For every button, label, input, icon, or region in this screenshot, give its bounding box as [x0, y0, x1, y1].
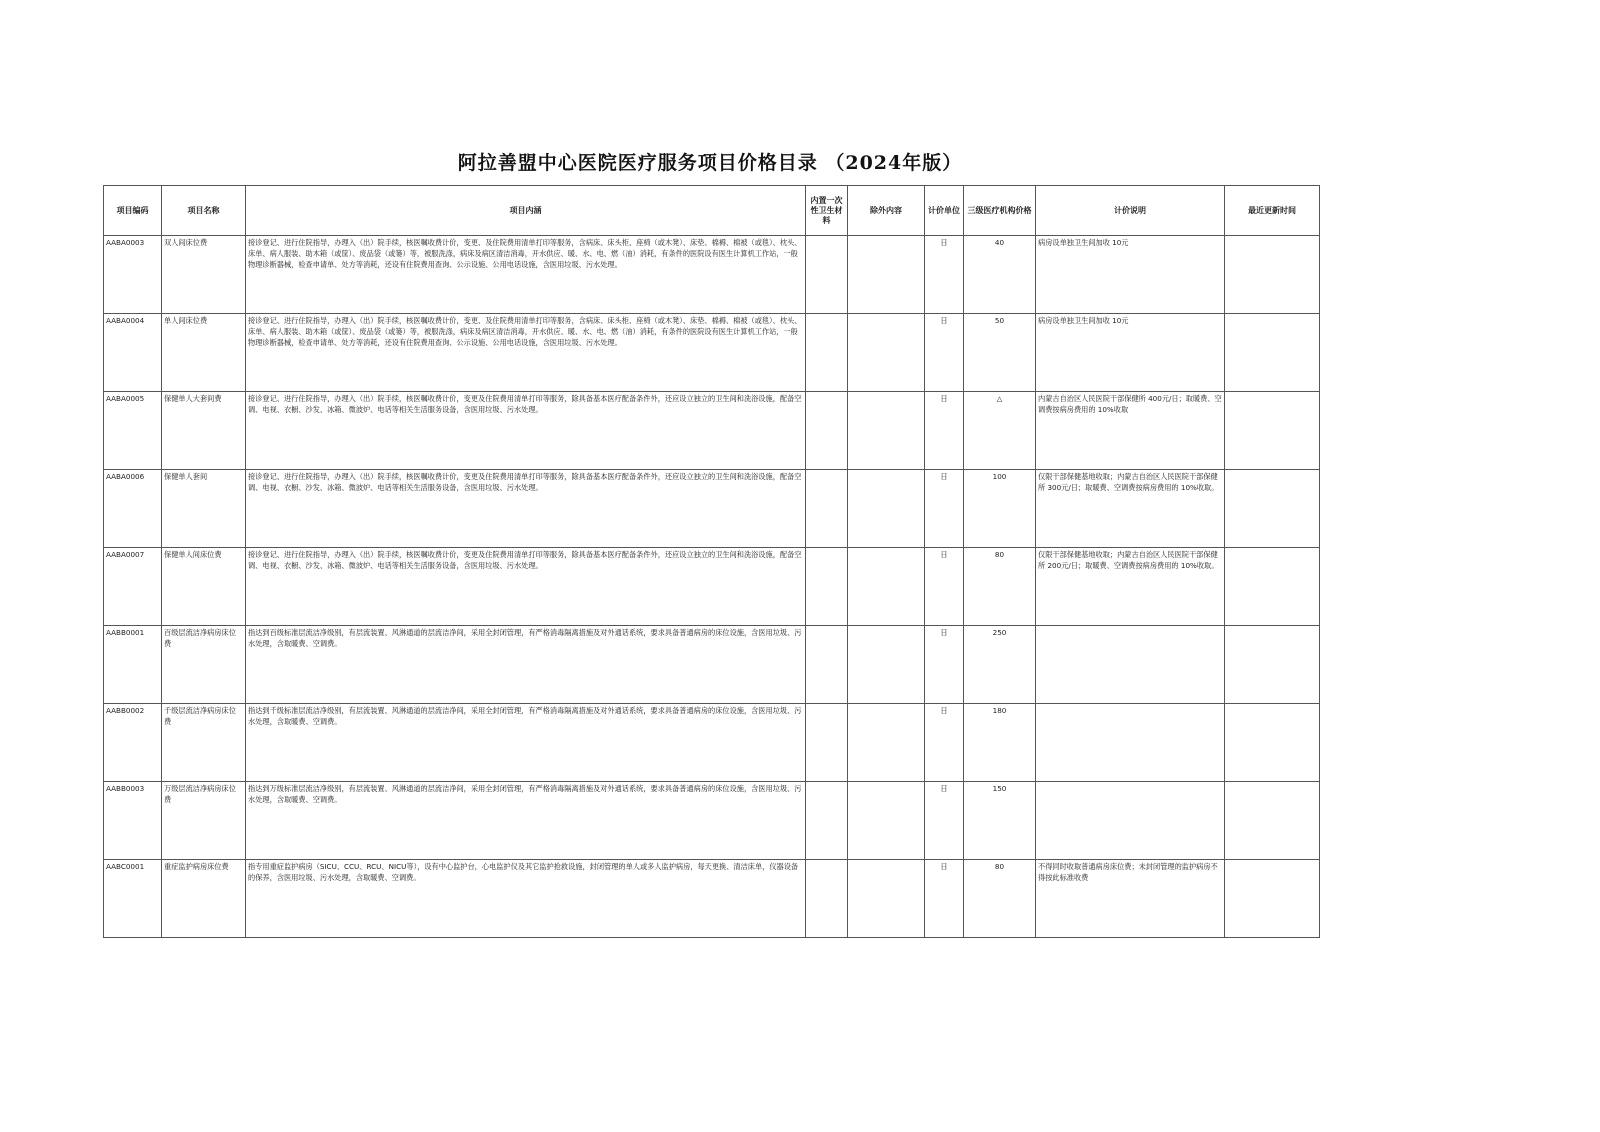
- cell-price: 50: [964, 314, 1036, 392]
- cell-note: 内蒙古自治区人民医院干部保健所 400元/日；取暖费、空调费按病房费用的 10%收取: [1036, 392, 1225, 470]
- cell-updated: [1225, 626, 1320, 704]
- cell-note: [1036, 704, 1225, 782]
- cell-unit: 日: [925, 236, 964, 314]
- table-row: [104, 782, 1320, 860]
- cell-code: AABA0003: [104, 236, 162, 314]
- cell-unit: 日: [925, 314, 964, 392]
- cell-exclude: [848, 236, 925, 314]
- cell-exclude: [848, 860, 925, 938]
- cell-code: AABB0002: [104, 704, 162, 782]
- table-row: [104, 704, 1320, 782]
- cell-material: [806, 704, 848, 782]
- cell-updated: [1225, 392, 1320, 470]
- table-row: [104, 548, 1320, 626]
- cell-exclude: [848, 392, 925, 470]
- header-code: 项目编码: [104, 186, 162, 236]
- cell-name: 保健单人套间: [162, 470, 246, 548]
- cell-price: 250: [964, 626, 1036, 704]
- cell-content: 接诊登记、进行住院指导，办理入（出）院手续，核医嘱收费计价，变更及住院费用清单打印等服务，除具备基本医疗配备条件外，还应设立独立的卫生间和洗浴设施，配备空调、电视、衣橱、沙发、冰箱、微波炉、电话等相关生活服务设备，含医用垃圾、污水处理。: [246, 548, 806, 626]
- cell-updated: [1225, 704, 1320, 782]
- header-name: 项目名称: [162, 186, 246, 236]
- cell-unit: 日: [925, 470, 964, 548]
- cell-unit: 日: [925, 548, 964, 626]
- cell-note: 病房设单独卫生间加收 10元: [1036, 314, 1225, 392]
- cell-updated: [1225, 782, 1320, 860]
- cell-name: 万级层流洁净病房床位费: [162, 782, 246, 860]
- cell-name: 双人间床位费: [162, 236, 246, 314]
- cell-material: [806, 782, 848, 860]
- cell-price: 80: [964, 860, 1036, 938]
- header-material: 内置一次性卫生材料: [806, 186, 848, 236]
- cell-exclude: [848, 626, 925, 704]
- cell-material: [806, 236, 848, 314]
- header-note: 计价说明: [1036, 186, 1225, 236]
- cell-code: AABA0005: [104, 392, 162, 470]
- cell-price: 180: [964, 704, 1036, 782]
- header-exclude: 除外内容: [848, 186, 925, 236]
- cell-unit: 日: [925, 392, 964, 470]
- cell-updated: [1225, 860, 1320, 938]
- page-title: 阿拉善盟中心医院医疗服务项目价格目录 （2024年版）: [457, 152, 963, 174]
- table-row: [104, 626, 1320, 704]
- cell-content: 接诊登记、进行住院指导，办理入（出）院手续，核医嘱收费计价，变更、及住院费用清单打印等服务，含病床、床头柜、座椅（或木凳）、床垫、棉褥、棉被（或毯）、枕头、床单、病人服装、助木箱（或筐）、废品袋（或篓）等，被服洗涤，病床及病区清洁消毒，开水供应、暖、水、电、燃（油）消耗，有条件的医院设有医生计算机工作站，一般物理诊断器械，检查申请单、处方等消耗，还设有住院费用查询、公示设施、公用电话设施，含医用垃圾、污水处理。: [246, 314, 806, 392]
- cell-unit: 日: [925, 704, 964, 782]
- cell-note: 仅限干部保健基地收取；内蒙古自治区人民医院干部保健所 300元/日；取暖费、空调费按病房费用的 10%收取。: [1036, 470, 1225, 548]
- cell-name: 单人间床位费: [162, 314, 246, 392]
- cell-updated: [1225, 548, 1320, 626]
- cell-name: 保健单人间床位费: [162, 548, 246, 626]
- table-row: [104, 860, 1320, 938]
- cell-price: 40: [964, 236, 1036, 314]
- cell-exclude: [848, 314, 925, 392]
- cell-unit: 日: [925, 860, 964, 938]
- cell-material: [806, 860, 848, 938]
- cell-content: 指达到百级标准层流洁净级别，有层流装置、风淋通道的层流洁净间，采用全封闭管理，有严格消毒隔离措施及对外通话系统，要求具备普通病房的床位设施，含医用垃圾、污水处理，含取暖费、空调费。: [246, 626, 806, 704]
- header-unit: 计价单位: [925, 186, 964, 236]
- cell-price: 100: [964, 470, 1036, 548]
- table-row: [104, 236, 1320, 314]
- table-row: [104, 392, 1320, 470]
- cell-note: [1036, 626, 1225, 704]
- cell-content: 指专用重症监护病房（SICU、CCU、RCU、NICU等），设有中心监护台，心电监护仪及其它监护抢救设施，封闭管理的单人或多人监护病房，每天更换、清洁床单，仪器设备的保养，含医用垃圾、污水处理，含取暖费、空调费。: [246, 860, 806, 938]
- cell-content: 接诊登记、进行住院指导，办理入（出）院手续，核医嘱收费计价，变更、及住院费用清单打印等服务，含病床、床头柜、座椅（或木凳）、床垫、棉褥、棉被（或毯）、枕头、床单、病人服装、助木箱（或筐）、废品袋（或篓）等，被服洗涤，病床及病区清洁消毒，开水供应、暖、水、电、燃（油）消耗，有条件的医院设有医生计算机工作站，一般物理诊断器械，检查申请单、处方等消耗，还设有住院费用查询、公示设施、公用电话设施，含医用垃圾、污水处理。: [246, 236, 806, 314]
- cell-code: AABA0006: [104, 470, 162, 548]
- cell-code: AABB0001: [104, 626, 162, 704]
- cell-code: AABC0001: [104, 860, 162, 938]
- cell-note: [1036, 782, 1225, 860]
- cell-exclude: [848, 782, 925, 860]
- header-content: 项目内涵: [246, 186, 806, 236]
- cell-note: 不得同时收取普通病房床位费；未封闭管理的监护病房不得按此标准收费: [1036, 860, 1225, 938]
- cell-name: 重症监护病房床位费: [162, 860, 246, 938]
- cell-name: 保健单人大套间费: [162, 392, 246, 470]
- cell-note: 病房设单独卫生间加收 10元: [1036, 236, 1225, 314]
- cell-unit: 日: [925, 782, 964, 860]
- cell-content: 指达到万级标准层流洁净级别，有层流装置、风淋通道的层流洁净间，采用全封闭管理，有严格消毒隔离措施及对外通话系统，要求具备普通病房的床位设施，含医用垃圾、污水处理，含取暖费、空调费。: [246, 782, 806, 860]
- cell-price: 80: [964, 548, 1036, 626]
- table-row: [104, 470, 1320, 548]
- cell-exclude: [848, 470, 925, 548]
- cell-material: [806, 314, 848, 392]
- cell-name: 千级层流洁净病房床位费: [162, 704, 246, 782]
- cell-name: 百级层流洁净病房床位费: [162, 626, 246, 704]
- cell-unit: 日: [925, 626, 964, 704]
- cell-exclude: [848, 548, 925, 626]
- cell-content: 接诊登记、进行住院指导，办理入（出）院手续，核医嘱收费计价，变更及住院费用清单打印等服务，除具备基本医疗配备条件外，还应设立独立的卫生间和洗浴设施，配备空调、电视、衣橱、沙发、冰箱、微波炉、电话等相关生活服务设备，含医用垃圾、污水处理。: [246, 392, 806, 470]
- table-header-row: [104, 186, 1320, 236]
- table-row: [104, 314, 1320, 392]
- cell-code: AABA0004: [104, 314, 162, 392]
- cell-updated: [1225, 236, 1320, 314]
- cell-material: [806, 392, 848, 470]
- cell-material: [806, 548, 848, 626]
- cell-exclude: [848, 704, 925, 782]
- cell-material: [806, 626, 848, 704]
- cell-updated: [1225, 314, 1320, 392]
- cell-content: 接诊登记、进行住院指导，办理入（出）院手续，核医嘱收费计价，变更及住院费用清单打印等服务，除具备基本医疗配备条件外，还应设立独立的卫生间和洗浴设施，配备空调、电视、衣橱、沙发、冰箱、微波炉、电话等相关生活服务设备，含医用垃圾、污水处理。: [246, 470, 806, 548]
- price-table: [103, 185, 1320, 938]
- cell-note: 仅限干部保健基地收取；内蒙古自治区人民医院干部保健所 200元/日；取暖费、空调费按病房费用的 10%收取。: [1036, 548, 1225, 626]
- cell-material: [806, 470, 848, 548]
- header-updated: 最近更新时间: [1225, 186, 1320, 236]
- cell-price: △: [964, 392, 1036, 470]
- cell-code: AABB0003: [104, 782, 162, 860]
- cell-code: AABA0007: [104, 548, 162, 626]
- cell-updated: [1225, 470, 1320, 548]
- header-price: 三级医疗机构价格: [964, 186, 1036, 236]
- cell-content: 指达到千级标准层流洁净级别，有层流装置、风淋通道的层流洁净间，采用全封闭管理，有严格消毒隔离措施及对外通话系统，要求具备普通病房的床位设施，含医用垃圾、污水处理，含取暖费、空调费。: [246, 704, 806, 782]
- cell-price: 150: [964, 782, 1036, 860]
